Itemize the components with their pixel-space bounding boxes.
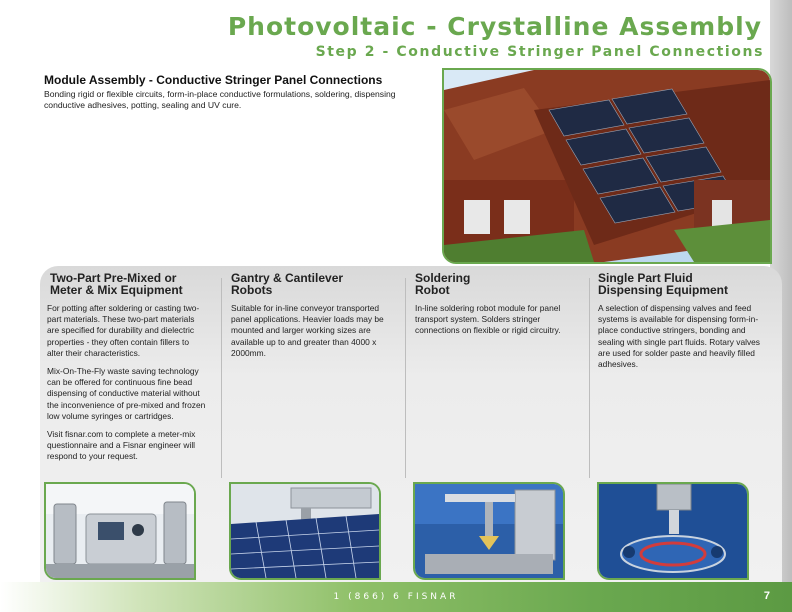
column-meter-mix — [47, 272, 207, 463]
column-text: In-line soldering robot module for panel transport system. Solders stringer connections on flexible or rigid circuitry. — [415, 303, 561, 336]
column-title: Two-Part Pre-Mixed or Meter & Mix Equipment — [50, 271, 183, 297]
page-number: 7 — [763, 590, 770, 602]
column-title: Soldering Robot — [415, 271, 471, 297]
footer-bar — [0, 582, 792, 612]
hero-rooftop-solar-photo — [442, 68, 772, 264]
column-title: Single Part Fluid Dispensing Equipment — [598, 271, 729, 297]
column-gantry-robots — [231, 272, 391, 359]
column-text: A selection of dispensing valves and feed systems is available for dispensing form-in-place conductive stringers, bonding and sealing with single part fluids. Rotary valves are used for solder paste and heavily filled adhesives. — [598, 303, 760, 370]
column-divider — [589, 278, 590, 478]
column-single-part-dispensing — [598, 272, 763, 370]
page-subtitle: Step 2 - Conductive Stringer Panel Connections — [315, 44, 764, 60]
meter-mix-equipment-photo — [44, 482, 196, 580]
column-title: Gantry & Cantilever Robots — [231, 271, 344, 297]
intro-text: Bonding rigid or flexible circuits, form-in-place conductive formulations, soldering, dispensing conductive adhesives, potting, sealing and UV cure. — [44, 89, 396, 110]
footer-phone: 1 (866) 6 FISNAR — [333, 592, 459, 602]
column-text: For potting after soldering or casting two-part materials. These two-part materials are specified for durability and dielectric properties - they often contain fillers to alter their characteristics. Mix-On-The-Fly waste saving technology can be offered for continuous fine bead dispensing of conductive material without the inconvenience of pre-mixed and frozen low volume syringes or cartridges. Visit fisnar.com to complete a meter-mix questionnaire and a Fisnar engineer will respond to your request. — [47, 303, 206, 462]
column-divider — [405, 278, 406, 478]
page-title: Photovoltaic - Crystalline Assembly — [227, 12, 762, 41]
intro-heading: Module Assembly - Conductive Stringer Panel Connections — [44, 73, 383, 87]
column-divider — [221, 278, 222, 478]
column-soldering-robot — [415, 272, 580, 337]
dispensing-valve-photo — [597, 482, 749, 580]
gantry-robot-photo — [229, 482, 381, 580]
column-text: Suitable for in-line conveyor transported panel applications. Heavier loads may be mounted and larger working sizes are available up to and greater than 4000 x 2000mm. — [231, 303, 384, 358]
soldering-robot-photo — [413, 482, 565, 580]
